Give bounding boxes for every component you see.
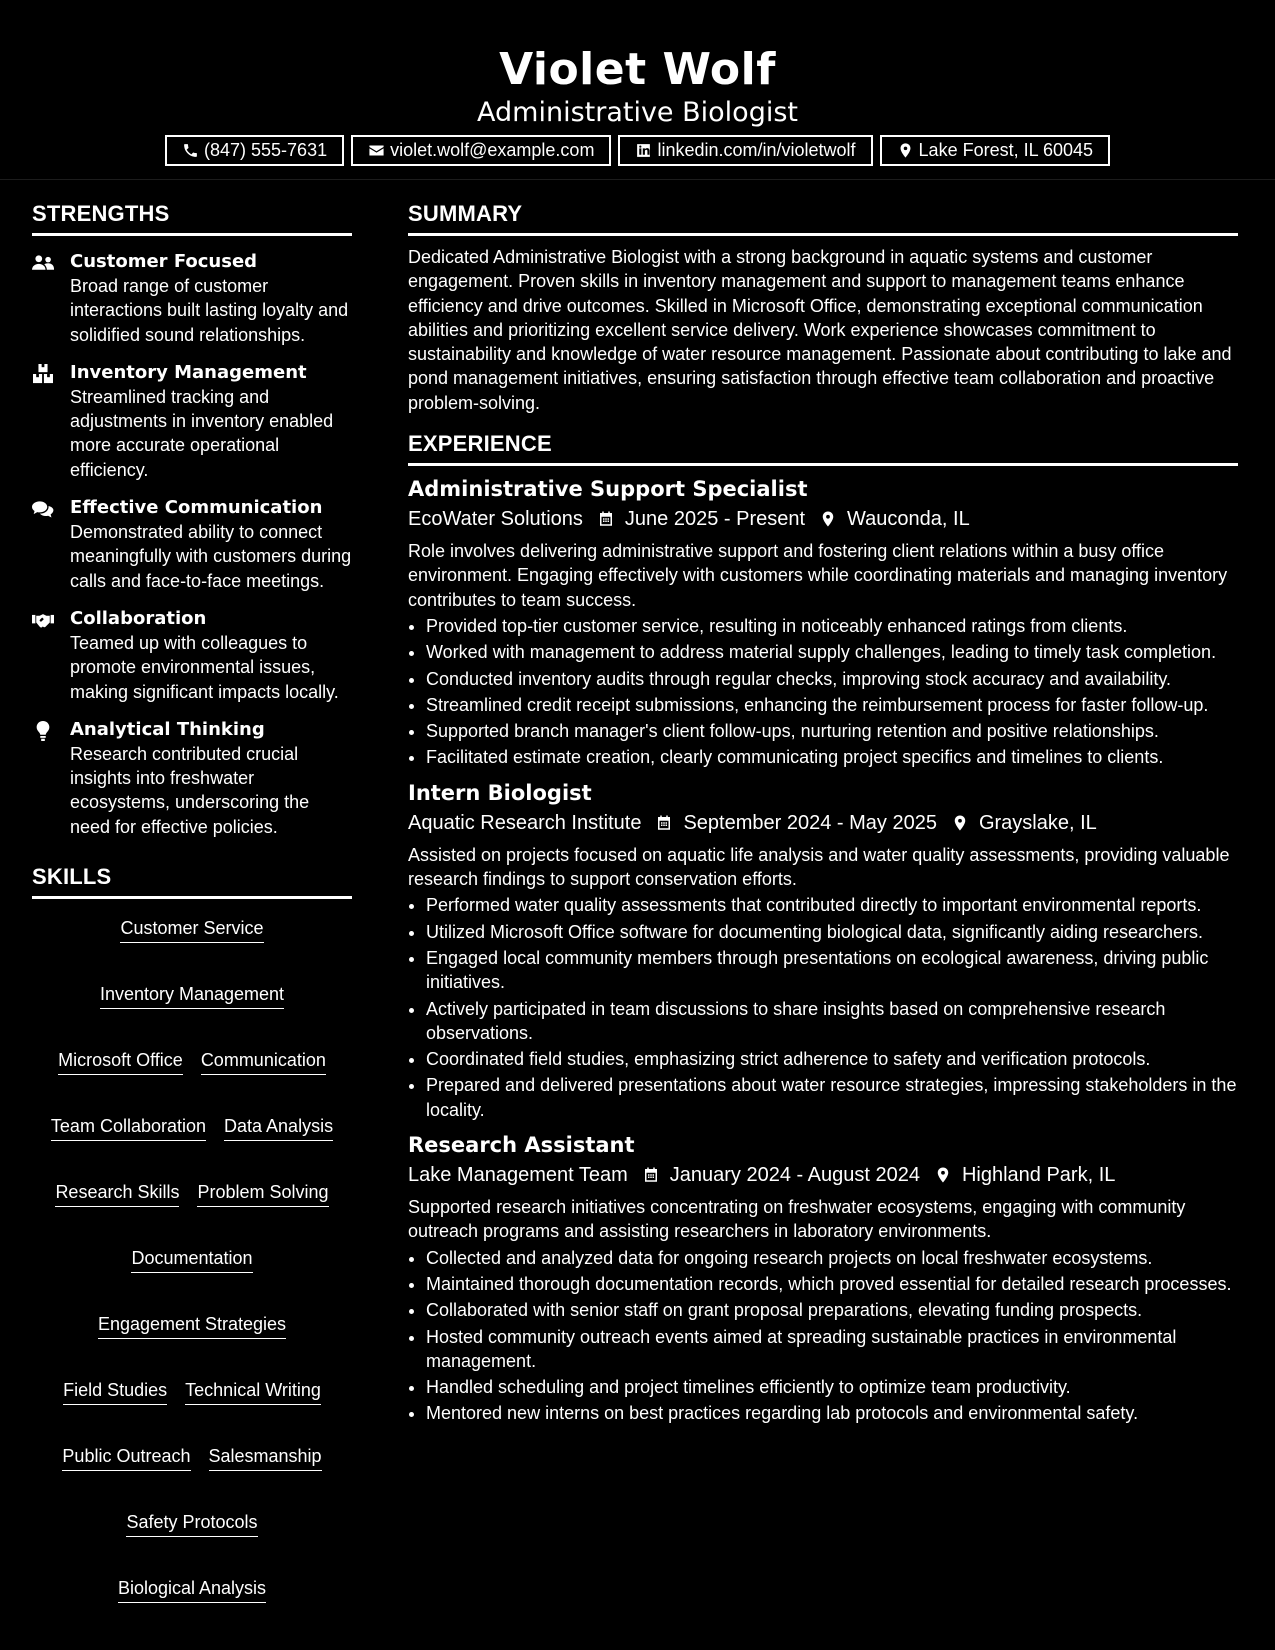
skill-tag: Safety Protocols (126, 1511, 257, 1537)
skill-tag: Communication (201, 1049, 326, 1075)
job-meta (408, 810, 1238, 836)
job-bullets (408, 893, 1238, 1122)
users-icon (32, 253, 54, 273)
strength-desc: Streamlined tracking and adjustments in inventory enabled more accurate operational efficiency. (70, 386, 334, 480)
list-item: • Prepared and delivered presentations about water resource strategies, impressing stakeholders in the locality. (426, 1073, 1238, 1122)
skill-tag: Salesmanship (209, 1445, 322, 1471)
list-item: • Collaborated with senior staff on grant proposal preparations, elevating funding prospects. (426, 1298, 1238, 1322)
skills-list (32, 917, 352, 1603)
left-column (32, 180, 352, 1603)
skill-tag: Customer Service (120, 917, 263, 943)
job-bullets (408, 1246, 1238, 1426)
list-item: • Mentored new interns on best practices regarding lab protocols and environmental safety. (426, 1401, 1238, 1425)
job-company: EcoWater Solutions (408, 508, 583, 531)
handshake-icon (32, 610, 54, 630)
skill-tag: Problem Solving (197, 1181, 328, 1207)
strength-desc: Demonstrated ability to connect meaningfully with customers during calls and face-to-face meetings. (70, 522, 352, 591)
strength-desc: Research contributed crucial insights into freshwater ecosystems, underscoring the need for effective policies. (70, 743, 310, 837)
strength-title: Inventory Management (70, 361, 307, 383)
list-item: • Maintained thorough documentation records, which proved essential for detailed research processes. (426, 1272, 1238, 1296)
job-description: Assisted on projects focused on aquatic life analysis and water quality assessments, providing valuable research findings to support conservation efforts. (408, 844, 1230, 890)
job-bullets (408, 614, 1238, 770)
candidate-title: Administrative Biologist (477, 97, 798, 128)
contact-phone[interactable] (165, 135, 344, 166)
skill-tag: Research Skills (55, 1181, 179, 1207)
contact-linkedin[interactable] (618, 135, 872, 166)
strength-item (32, 607, 352, 704)
job-entry (408, 780, 1238, 1122)
right-column (408, 180, 1238, 1603)
summary-text: Dedicated Administrative Biologist with a strong background in aquatic systems and customer engagement. Proven skills in inventory management and support to management teams enhance efficiency and drive outcomes. Skilled in Microsoft Office, demonstrating exceptional communication abilities and prioritizing excellent service delivery. Work experience showcases commitment to sustainability and knowledge of water resource management. Passionate about contributing to lake and pond management initiatives, ensuring satisfaction through effective team collaboration and proactive problem-solving. (408, 247, 1232, 413)
list-item: • Streamlined credit receipt submissions, enhancing the reimbursement process for faster follow-up. (426, 693, 1238, 717)
list-item: • Hosted community outreach events aimed at spreading sustainable practices in environmental management. (426, 1325, 1238, 1374)
job-meta (408, 1162, 1238, 1188)
job-location: Wauconda, IL (847, 508, 970, 531)
strength-item (32, 250, 352, 347)
comments-icon (32, 499, 54, 519)
skill-tag: Team Collaboration (51, 1115, 206, 1141)
strength-item (32, 361, 352, 482)
calendar-icon (642, 1166, 660, 1184)
job-dates: September 2024 - May 2025 (683, 811, 937, 834)
strength-title: Analytical Thinking (70, 718, 265, 740)
list-item: • Handled scheduling and project timelines efficiently to optimize team productivity. (426, 1375, 1238, 1399)
job-entry (408, 1132, 1238, 1426)
skill-tag: Data Analysis (224, 1115, 333, 1141)
phone-icon (182, 142, 199, 159)
list-item: • Worked with management to address material supply challenges, leading to timely task completion. (426, 640, 1238, 664)
list-item: • Engaged local community members through presentations on ecological awareness, driving public initiatives. (426, 946, 1238, 995)
job-location: Grayslake, IL (978, 811, 1097, 834)
calendar-icon (597, 510, 615, 528)
contact-text: linkedin.com/in/violetwolf (657, 140, 856, 160)
list-item: • Provided top-tier customer service, resulting in noticeably enhanced ratings from clients. (426, 614, 1238, 638)
job-meta (408, 506, 1238, 532)
envelope-icon (368, 142, 385, 159)
strength-title: Customer Focused (70, 251, 258, 272)
list-item: • Collected and analyzed data for ongoing research projects on local freshwater ecosystems. (426, 1246, 1238, 1270)
map-pin-icon (819, 510, 837, 528)
map-pin-icon (951, 814, 969, 832)
contact-text: Lake Forest, IL 60045 (918, 140, 1093, 160)
calendar-icon (655, 814, 673, 832)
list-item: • Supported branch manager's client follow-ups, nurturing retention and positive relationships. (426, 719, 1238, 743)
strength-desc: Teamed up with colleagues to promote environmental issues, making significant impacts locally. (70, 632, 339, 702)
job-location: Highland Park, IL (961, 1164, 1116, 1187)
resume-header (0, 0, 1275, 180)
list-item: • Coordinated field studies, emphasizing strict adherence to safety and verification protocols. (426, 1047, 1238, 1071)
linkedin-icon (635, 142, 652, 159)
map-pin-icon (897, 142, 914, 159)
skill-tag: Engagement Strategies (98, 1313, 286, 1339)
job-description: Supported research initiatives concentrating on freshwater ecosystems, engaging with community outreach programs and assisting researchers in laboratory environments. (408, 1197, 1186, 1242)
strength-title: Collaboration (70, 607, 207, 629)
job-company: Lake Management Team (408, 1164, 628, 1187)
skill-tag: Biological Analysis (118, 1577, 266, 1603)
job-entry (408, 476, 1238, 770)
strength-item (32, 496, 352, 593)
contact-location (880, 135, 1110, 166)
strength-desc: Broad range of customer interactions built lasting loyalty and solidified sound relationships. (70, 276, 349, 345)
map-pin-icon (934, 1166, 952, 1184)
contact-text: (847) 555-7631 (204, 140, 328, 160)
boxes-icon (32, 364, 54, 384)
job-dates: June 2025 - Present (624, 508, 806, 531)
contact-bar (165, 135, 1110, 166)
job-dates: January 2024 - August 2024 (669, 1164, 920, 1187)
list-item: • Facilitated estimate creation, clearly communicating project specifics and timelines to clients. (426, 745, 1238, 769)
skill-tag: Inventory Management (100, 983, 284, 1009)
summary-heading: SUMMARY (408, 201, 1238, 236)
candidate-name: Violet Wolf (499, 44, 776, 95)
strength-title: Effective Communication (70, 497, 323, 519)
list-item: • Conducted inventory audits through regular checks, improving stock accuracy and availability. (426, 667, 1238, 691)
experience-heading: EXPERIENCE (408, 431, 1238, 466)
contact-email[interactable] (351, 135, 611, 166)
list-item: • Actively participated in team discussions to share insights based on comprehensive research observations. (426, 997, 1238, 1046)
job-title: Research Assistant (408, 1133, 635, 1158)
skill-tag: Public Outreach (62, 1445, 190, 1471)
contact-text: violet.wolf@example.com (390, 140, 595, 160)
strengths-heading: STRENGTHS (32, 201, 352, 236)
skill-tag: Field Studies (63, 1379, 167, 1405)
job-title: Administrative Support Specialist (408, 477, 808, 502)
strength-item (32, 718, 352, 839)
skill-tag: Microsoft Office (58, 1049, 183, 1075)
list-item: • Utilized Microsoft Office software for documenting biological data, significantly aiding researchers. (426, 920, 1238, 944)
skill-tag: Technical Writing (185, 1379, 321, 1405)
job-company: Aquatic Research Institute (408, 811, 642, 834)
skills-heading: SKILLS (32, 864, 352, 899)
job-description: Role involves delivering administrative support and fostering client relations within a busy office environment. Engaging effectively with customers while coordinating materials and managing inventory contributes to team success. (408, 541, 1228, 610)
list-item: • Performed water quality assessments that contributed directly to important environmental reports. (426, 893, 1238, 917)
lightbulb-icon (32, 721, 54, 741)
skill-tag: Documentation (131, 1247, 252, 1273)
job-title: Intern Biologist (408, 780, 592, 805)
